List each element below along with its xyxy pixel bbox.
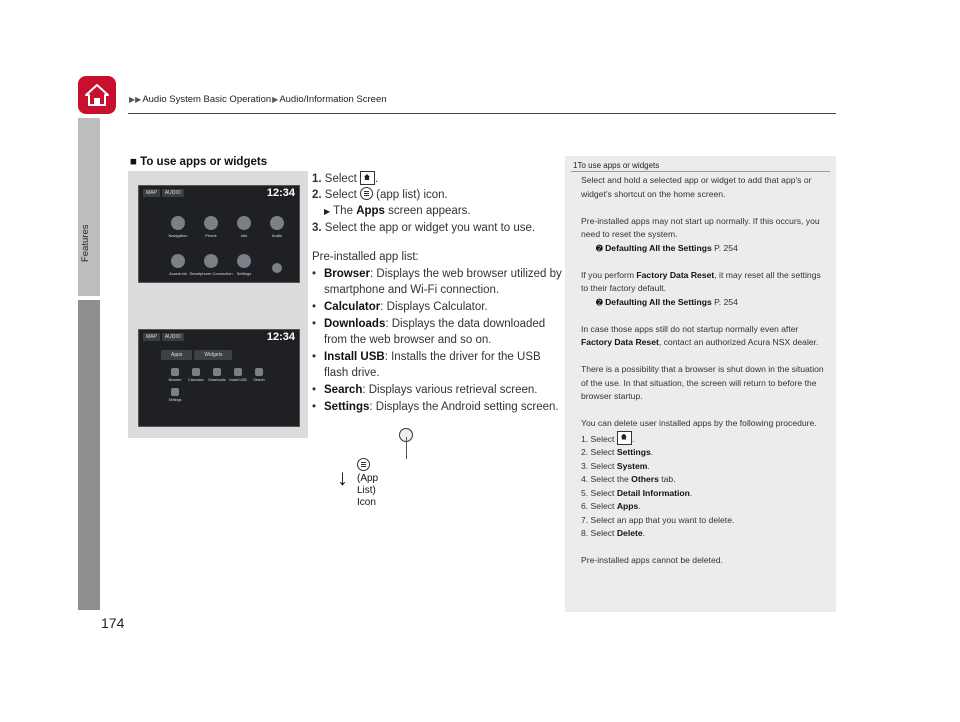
sidebar-text: If you perform [581, 269, 635, 280]
sidebar-text: In case those apps still do not startup normally even after [581, 323, 799, 334]
map-chip: MAP [143, 189, 160, 197]
app-label: Calculator [188, 378, 204, 382]
calculator-icon [192, 368, 200, 376]
breadcrumb-item[interactable]: Audio/Information Screen [279, 94, 387, 105]
app-tile [262, 244, 292, 276]
list-term: Settings [324, 401, 370, 413]
app-tile [249, 368, 269, 382]
apps-tabs [161, 350, 232, 360]
usb-icon [234, 368, 242, 376]
app-label: AcuraLink [169, 271, 187, 276]
cross-reference[interactable] [581, 242, 827, 256]
app-tile [270, 368, 290, 382]
list-term: Browser [324, 268, 371, 280]
list-item: • Downloads: Displays the data downloaded from the web browser and so on. [312, 318, 546, 346]
step-2-result [312, 203, 562, 220]
app-label: Audio [271, 233, 283, 238]
step-text: . [689, 487, 693, 498]
app-label: Downloads [208, 378, 226, 382]
step-3 [312, 220, 562, 236]
step-bold: Apps [616, 501, 639, 511]
sidebar-step [581, 514, 827, 528]
audio-chip: AUDIO [162, 333, 184, 341]
sidebar-paragraph [581, 269, 827, 310]
list-item: • Install USB: Installs the driver for the USB flash drive. [312, 351, 541, 379]
home-icon [84, 83, 110, 107]
app-tile [165, 368, 185, 382]
xref-title: Defaulting All the Settings [605, 296, 712, 307]
app-tile [229, 206, 259, 238]
app-label: Phone [205, 233, 217, 238]
list-item: • Calculator: Displays Calculator. [312, 301, 488, 313]
app-tile [229, 244, 259, 276]
sidebar-text: Pre-installed apps may not start up normally. If this occurs, you need to reset the system. [581, 215, 820, 239]
settings-icon [171, 388, 179, 396]
step-bold: Apps [356, 205, 385, 217]
audio-chip: AUDIO [162, 189, 184, 197]
app-list-icon [360, 187, 373, 200]
sidebar-paragraph: You can delete user installed apps by the following procedure. [581, 418, 817, 428]
callout-line [406, 437, 407, 459]
app-tile [262, 206, 292, 238]
sidebar-bold: Factory Data Reset [636, 269, 715, 280]
list-desc: : Displays various retrieval screen. [362, 384, 538, 396]
list-item: • Search: Displays various retrieval screen. [312, 384, 538, 396]
sidebar-bold: Factory Data Reset [581, 337, 659, 347]
xref-page: P. 254 [714, 242, 738, 253]
step-text: 6. Select [581, 501, 615, 511]
sidebar-rule [571, 171, 830, 172]
list-intro: Pre-installed app list: [312, 251, 419, 263]
app-label: Settings [236, 271, 252, 276]
list-term: Search [324, 384, 363, 396]
app-tile [163, 206, 193, 238]
step-number: 1. [312, 173, 322, 185]
step-text: Select the app or widget you want to use. [324, 222, 536, 234]
breadcrumb-arrow-icon: ▶ [272, 95, 279, 104]
step-bold: Delete [616, 528, 643, 538]
app-list-icon [357, 458, 370, 471]
tab-apps: Apps [161, 350, 192, 360]
step-text: Select [324, 189, 357, 201]
result-arrow-icon: ▶ [324, 207, 331, 216]
xref-title: Defaulting All the Settings [605, 242, 712, 253]
sidebar-step [581, 487, 827, 501]
app-tile [207, 368, 227, 382]
section-heading-text: To use apps or widgets [140, 156, 268, 168]
breadcrumb-arrow-icon: ▶▶ [129, 95, 142, 104]
sidebar-paragraph: Select and hold a selected app or widget to add that app's or widget's shortcut on the home screen. [581, 175, 812, 199]
section-heading: ■ To use apps or widgets [130, 156, 268, 168]
header-rule [128, 113, 836, 114]
xref-arrow-icon: ➋ [596, 243, 603, 253]
home-button[interactable] [78, 76, 116, 114]
step-text: . [642, 528, 646, 538]
smartphone-icon [204, 254, 218, 268]
sidebar-step [581, 446, 827, 460]
home-icon [617, 431, 635, 445]
app-label: Settings [168, 398, 182, 402]
app-label: Smartphone Connection [189, 271, 233, 276]
sidebar-paragraph: There is a possibility that a browser is shut down in the situation of the use. In that situation, the screen will return to before the browser startup. [581, 364, 824, 401]
list-desc: : Installs the driver for the USB flash drive. [324, 351, 541, 379]
app-label: Info [240, 233, 248, 238]
step-text: 2. Select [581, 447, 615, 457]
home-icon [360, 171, 375, 185]
sidebar-step [581, 527, 827, 541]
app-tile [196, 206, 226, 238]
info-icon [237, 216, 251, 230]
page-number: 174 [101, 615, 125, 631]
callout-text: (App List) [357, 473, 379, 496]
list-item: • Browser: Displays the web browser utilized by smartphone and Wi-Fi connection. [312, 268, 562, 296]
step-bold: Settings [616, 447, 651, 457]
app-label: Search [253, 378, 265, 382]
app-list-icon [272, 263, 282, 273]
step-bold: Detail Information [616, 487, 690, 498]
step-bold: Others [631, 474, 659, 484]
sidebar-paragraph [581, 215, 827, 256]
xref-arrow-icon: ➋ [596, 297, 603, 307]
home-screen-image [138, 185, 300, 283]
step-number: 2. [312, 189, 322, 201]
navigation-icon [171, 216, 185, 230]
app-tile [189, 244, 233, 276]
step-text: 3. Select [581, 460, 615, 471]
sidebar-paragraph [581, 323, 827, 350]
browser-icon [171, 368, 179, 376]
step-1: 1. Select . [312, 173, 379, 185]
phone-icon [204, 216, 218, 230]
step-text: 8. Select [581, 528, 615, 538]
app-label: Browser [168, 378, 182, 382]
tab-widgets: Widgets [194, 350, 232, 360]
sidebar-step [581, 500, 827, 514]
step-bold: System [616, 460, 648, 471]
list-term: Downloads [324, 318, 386, 330]
app-label: Install USB [229, 378, 247, 382]
sidebar-paragraph: Pre-installed apps cannot be deleted. [581, 555, 723, 565]
sidebar-text: , it may reset all the settings to their factory default. [581, 269, 821, 293]
step-text: . [650, 447, 654, 457]
breadcrumb-item[interactable]: Audio System Basic Operation [142, 94, 272, 105]
step-text: 5. Select [581, 487, 615, 498]
map-chip: MAP [143, 333, 160, 341]
step-text: 4. Select the [581, 474, 629, 484]
note-icon: 1 [573, 161, 578, 170]
step-text: tab. [658, 474, 676, 484]
gear-icon [237, 254, 251, 268]
arrow-down-icon: ↓ [337, 465, 348, 490]
sidebar-text: , contact an authorized Acura NSX dealer. [658, 337, 819, 347]
screen-clock: 12:34 [266, 187, 295, 199]
search-icon [255, 368, 263, 376]
sidebar-title-text: To use apps or widgets [577, 161, 660, 170]
sidebar-title [573, 161, 659, 170]
sidebar-note [565, 156, 836, 612]
breadcrumb [128, 94, 387, 105]
cross-reference[interactable] [581, 296, 827, 310]
sidebar-body [581, 174, 827, 581]
apps-grid [165, 368, 290, 402]
sidebar-step [581, 473, 827, 487]
step-text: screen appears. [388, 205, 471, 217]
list-desc: : Displays the Android setting screen. [369, 401, 559, 413]
screen-top-bar [143, 189, 186, 197]
step-text: . [631, 433, 635, 444]
list-term: Install USB [324, 351, 385, 363]
app-tile [165, 388, 185, 402]
downloads-icon [213, 368, 221, 376]
side-tab-features[interactable] [78, 300, 100, 610]
screen-top-bar [143, 333, 186, 341]
xref-page: P. 254 [714, 296, 738, 307]
list-item: • Settings: Displays the Android setting screen. [312, 401, 559, 413]
step-text: 7. Select an app that you want to delete. [581, 514, 735, 525]
sidebar-step [581, 460, 827, 474]
list-desc: : Displays the web browser utilized by smartphone and Wi-Fi connection. [324, 268, 562, 296]
acuralink-icon [171, 254, 185, 268]
sidebar-step [581, 431, 827, 447]
step-text: 1. Select [581, 433, 615, 444]
app-label: Navigation [168, 233, 188, 238]
step-text: The [333, 205, 353, 217]
app-list [312, 249, 562, 415]
app-tile [228, 368, 248, 382]
step-text: . [647, 460, 650, 471]
list-term: Calculator [324, 301, 381, 313]
step-2 [312, 187, 562, 203]
apps-screen-image [138, 329, 300, 427]
steps-block [312, 171, 562, 236]
sidebar-steps [581, 431, 827, 541]
side-tab-top [78, 118, 100, 296]
list-desc: : Displays the data downloaded from the web browser and so on. [324, 318, 546, 346]
step-text: . [638, 501, 641, 511]
side-label: Features [80, 224, 91, 262]
app-tile [186, 368, 206, 382]
step-text: Select [324, 173, 357, 185]
home-app-grid [163, 206, 292, 276]
list-desc: : Displays Calculator. [380, 301, 488, 313]
step-number: 3. [312, 222, 322, 234]
callout-text: Icon [357, 497, 376, 508]
callout-label [357, 458, 378, 509]
step-text: (app list) icon. [376, 189, 448, 201]
screen-clock: 12:34 [266, 331, 295, 343]
music-note-icon [270, 216, 284, 230]
